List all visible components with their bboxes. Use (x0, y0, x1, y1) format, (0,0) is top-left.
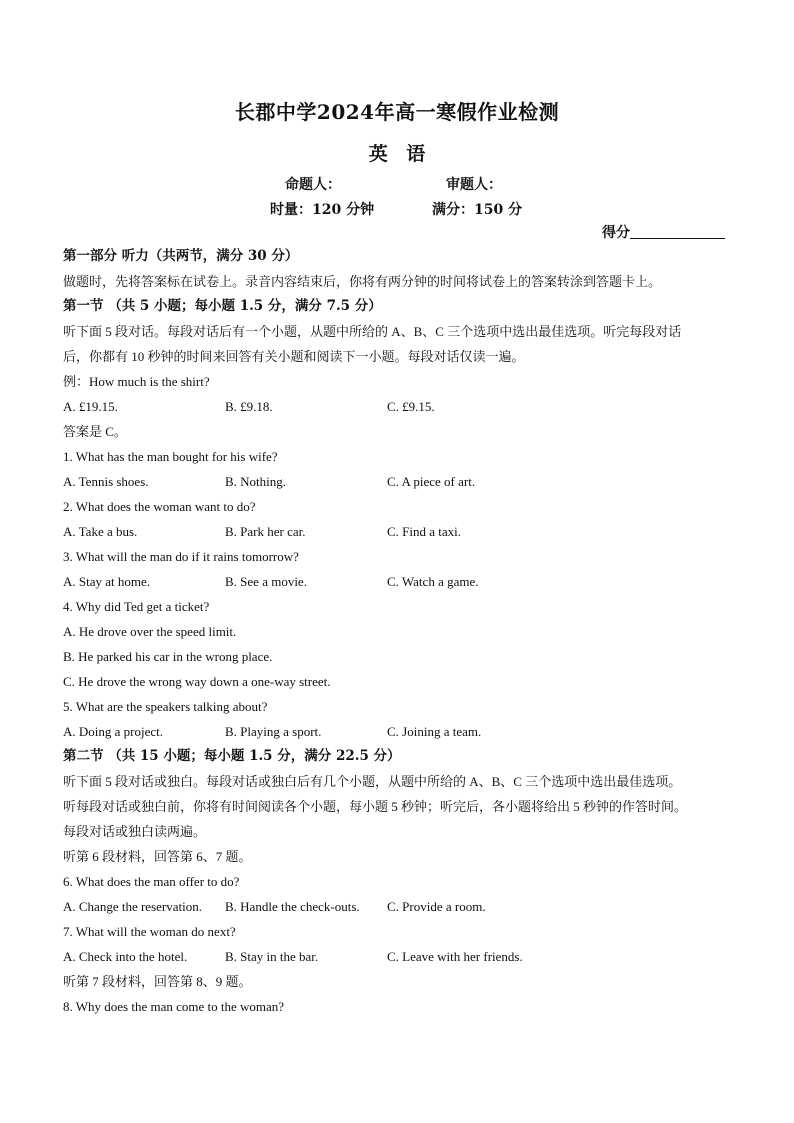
option-c[interactable]: C. A piece of art. (387, 474, 476, 489)
option-a[interactable]: A. Check into the hotel. (63, 949, 188, 964)
question-1-options (63, 469, 743, 494)
material-7-label: 听第 7 段材料，回答第 8、9 题。 (63, 974, 252, 989)
exam-body (63, 244, 743, 1019)
option-a[interactable]: A. He drove over the speed limit. (63, 624, 237, 639)
material-6-label: 听第 6 段材料，回答第 6、7 题。 (63, 849, 252, 864)
option-a[interactable]: A. Doing a project. (63, 724, 164, 739)
part1-instruction: 做题时，先将答案标在试卷上。录音内容结束后，你将有两分钟的时间将试卷上的答案转涂到答题卡上。 (63, 274, 662, 289)
option-c[interactable]: C. Provide a room. (387, 899, 486, 914)
option-a[interactable]: A. Stay at home. (63, 574, 151, 589)
question-5: 5. What are the speakers talking about? (63, 699, 268, 714)
exam-subject: 英 语 (368, 143, 426, 165)
example-question: 例：How much is the shirt? (63, 374, 210, 389)
score-label: 得分 (602, 225, 630, 241)
example-options (63, 394, 743, 419)
option-b[interactable]: B. Nothing. (225, 474, 287, 489)
option-b[interactable]: B. Park her car. (225, 524, 306, 539)
option-b[interactable]: B. Stay in the bar. (225, 949, 319, 964)
exam-title: 长郡中学2024年高一寒假作业检测 (234, 100, 560, 124)
option-c[interactable]: C. Joining a team. (387, 724, 482, 739)
option-c[interactable]: C. He drove the wrong way down a one-way street. (63, 674, 331, 689)
section2-instruction-line: 听每段对话或独白前，你将有时间阅读各个小题，每小题 5 秒钟；听完后，各小题将给出 5 秒钟的作答时间。 (63, 799, 688, 814)
option-b[interactable]: B. £9.18. (225, 399, 273, 414)
option-c[interactable]: C. £9.15. (387, 399, 435, 414)
part1-heading: 第一部分 听力（共两节，满分 30 分） (63, 248, 299, 264)
section1-instruction-line: 后，你都有 10 秒钟的时间来回答有关小题和阅读下一小题。每段对话仅读一遍。 (63, 349, 525, 364)
option-b[interactable]: B. Handle the check-outs. (225, 899, 360, 914)
time-label: 时量：120 分钟 (270, 202, 375, 218)
question-6-options (63, 894, 743, 919)
option-c[interactable]: C. Find a taxi. (387, 524, 462, 539)
score-field (602, 222, 725, 242)
section2-instruction-line: 听下面 5 段对话或独白。每段对话或独白后有几个小题，从题中所给的 A、B、C 三个选项中选出最佳选项。 (63, 774, 682, 789)
question-4: 4. Why did Ted get a ticket? (63, 599, 210, 614)
question-6: 6. What does the man offer to do? (63, 874, 240, 889)
section1-instruction-line: 听下面 5 段对话。每段对话后有一个小题，从题中所给的 A、B、C 三个选项中选出最佳选项。听完每段对话 (63, 324, 682, 339)
option-a[interactable]: A. £19.15. (63, 399, 118, 414)
question-5-options (63, 719, 743, 744)
question-3-options (63, 569, 743, 594)
section1-heading: 第一节 （共 5 小题；每小题 1.5 分，满分 7.5 分） (63, 298, 382, 314)
reviewer-label: 审题人： (446, 177, 502, 193)
option-a[interactable]: A. Change the reservation. (63, 899, 202, 914)
question-8: 8. Why does the man come to the woman? (63, 999, 285, 1014)
option-b[interactable]: B. See a movie. (225, 574, 307, 589)
question-1: 1. What has the man bought for his wife? (63, 449, 278, 464)
option-a[interactable]: A. Tennis shoes. (63, 474, 149, 489)
option-c[interactable]: C. Watch a game. (387, 574, 479, 589)
question-7-options (63, 944, 743, 969)
question-2: 2. What does the woman want to do? (63, 499, 256, 514)
option-b[interactable]: B. Playing a sport. (225, 724, 322, 739)
setter-label: 命题人： (285, 177, 341, 193)
score-blank[interactable] (630, 224, 725, 239)
option-b[interactable]: B. He parked his car in the wrong place. (63, 649, 273, 664)
option-c[interactable]: C. Leave with her friends. (387, 949, 523, 964)
question-7: 7. What will the woman do next? (63, 924, 236, 939)
full-score-label: 满分：150 分 (432, 202, 523, 218)
option-a[interactable]: A. Take a bus. (63, 524, 138, 539)
question-2-options (63, 519, 743, 544)
question-3: 3. What will the man do if it rains tomorrow? (63, 549, 299, 564)
example-answer: 答案是 C。 (63, 424, 127, 439)
section2-instruction-line: 每段对话或独白读两遍。 (63, 824, 207, 839)
section2-heading: 第二节 （共 15 小题；每小题 1.5 分，满分 22.5 分） (63, 748, 401, 764)
